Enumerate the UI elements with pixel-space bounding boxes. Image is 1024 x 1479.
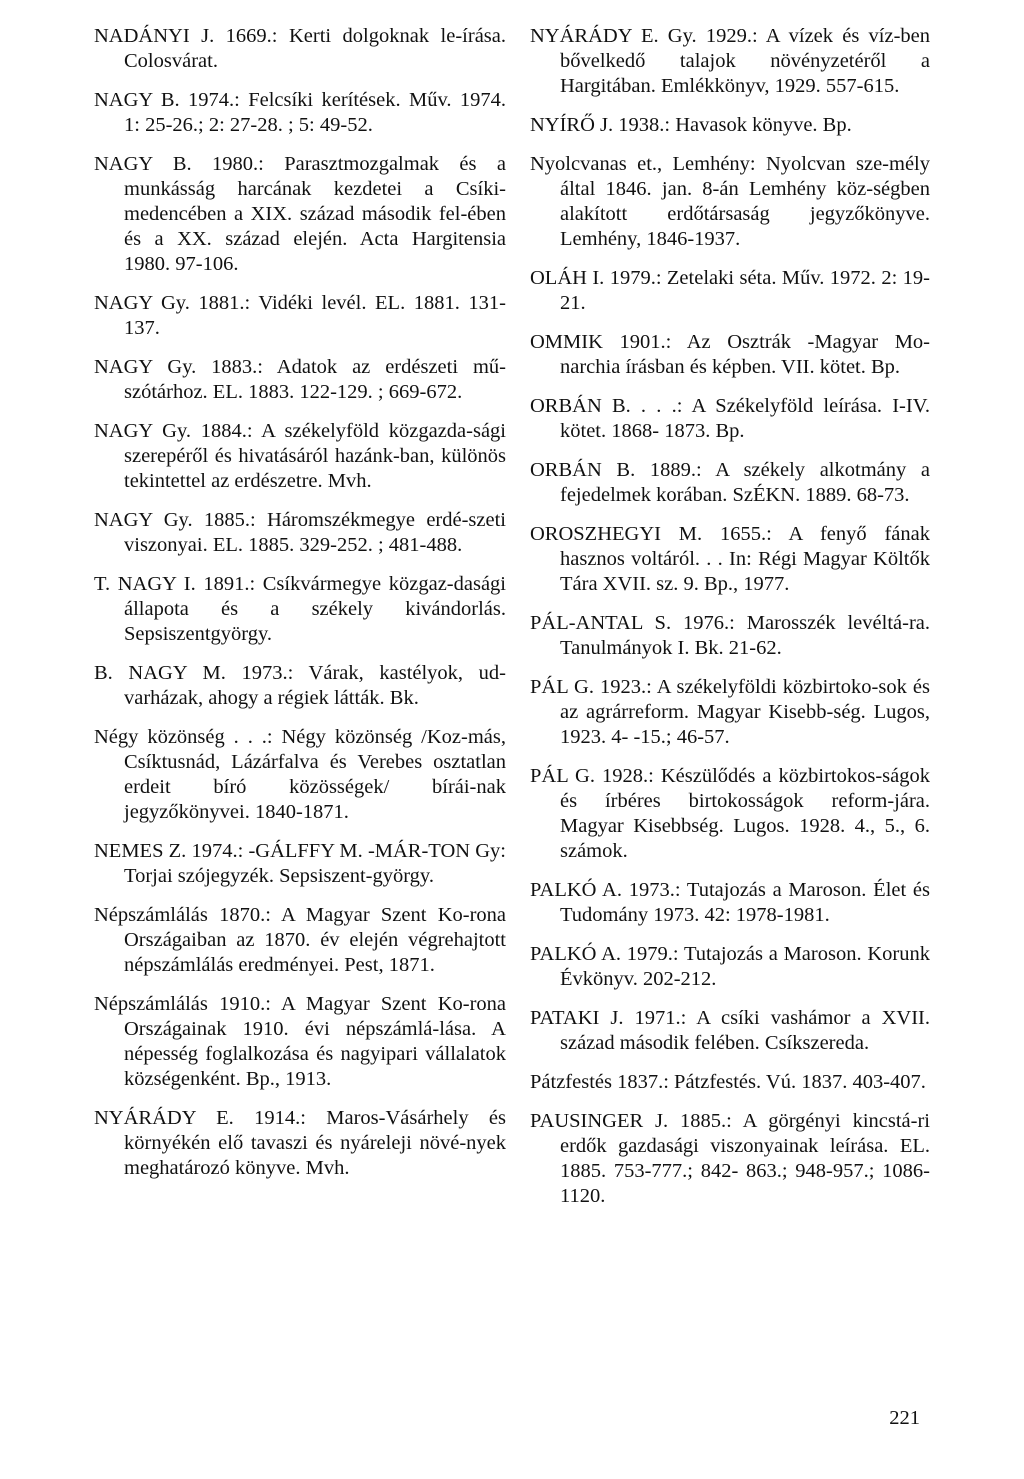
right-column xyxy=(530,24,930,1223)
bibliography-entry: NAGY B. 1980.: Parasztmozgalmak és a munkásság harcának kezdetei a Csíki-medencében a XIX. század második fel-ében és a XX. század elején. Acta Hargitensia 1980. 97-106. xyxy=(94,153,506,275)
bibliography-entry: Népszámlálás 1870.: A Magyar Szent Ko-rona Országaiban az 1870. év elején végrehajtott népszámlálás eredményei. Pest, 1871. xyxy=(94,904,506,976)
bibliography-entry: PÁL-ANTAL S. 1976.: Marosszék levéltá-ra. Tanulmányok I. Bk. 21-62. xyxy=(530,612,930,659)
bibliography-entry: PALKÓ A. 1979.: Tutajozás a Maroson. Korunk Évkönyv. 202-212. xyxy=(530,943,930,990)
bibliography-entry: PÁL G. 1928.: Készülődés a közbirtokos-ságok és írbéres birtokosságok reform-jára. Magyar Kisebbség. Lugos. 1928. 4., 5., 6. számok. xyxy=(530,765,930,862)
bibliography-entry: ORBÁN B. . . .: A Székelyföld leírása. I-IV. kötet. 1868- 1873. Bp. xyxy=(530,395,930,442)
bibliography-entry: B. NAGY M. 1973.: Várak, kastélyok, ud-varházak, ahogy a régiek látták. Bk. xyxy=(94,662,506,709)
bibliography-entry: NYÁRÁDY E. 1914.: Maros-Vásárhely és környékén elő tavaszi és nyáreleji növé-nyek meghatározó könyve. Mvh. xyxy=(94,1107,506,1179)
bibliography-entry: NYÁRÁDY E. Gy. 1929.: A vízek és víz-ben bővelkedő talajok növényzetéről a Hargitában. Emlékkönyv, 1929. 557-615. xyxy=(530,25,930,97)
left-column xyxy=(94,24,506,1195)
bibliography-entry: NAGY Gy. 1883.: Adatok az erdészeti mű-szótárhoz. EL. 1883. 122-129. ; 669-672. xyxy=(94,356,506,403)
page-number: 221 xyxy=(889,1407,920,1429)
bibliography-entry: PAUSINGER J. 1885.: A görgényi kincstá-ri erdők gazdasági viszonyainak leírása. EL. 1885. 753-777.; 842- 863.; 948-957.; 1086-1120. xyxy=(530,1110,930,1207)
bibliography-entry: ORBÁN B. 1889.: A székely alkotmány a fejedelmek korában. SzÉKN. 1889. 68-73. xyxy=(530,459,930,506)
bibliography-entry: NYÍRŐ J. 1938.: Havasok könyve. Bp. xyxy=(530,114,852,136)
bibliography-entry: PALKÓ A. 1973.: Tutajozás a Maroson. Élet és Tudomány 1973. 42: 1978-1981. xyxy=(530,879,930,926)
bibliography-entry: T. NAGY I. 1891.: Csíkvármegye közgaz-dasági állapota és a székely kivándorlás. Sepsiszentgyörgy. xyxy=(94,573,506,645)
bibliography-entry: Nyolcvanas et., Lemhény: Nyolcvan sze-mély által 1846. jan. 8-án Lemhény köz-ségben alakított erdőtársaság jegyzőkönyve. Lemhény, 1846-1937. xyxy=(530,153,930,250)
bibliography-entry: NADÁNYI J. 1669.: Kerti dolgoknak le-írása. Colosvárat. xyxy=(94,25,506,72)
bibliography-entry: OROSZHEGYI M. 1655.: A fenyő fának hasznos voltáról. . . In: Régi Magyar Költők Tára XVII. sz. 9. Bp., 1977. xyxy=(530,523,930,595)
bibliography-entry: NAGY Gy. 1881.: Vidéki levél. EL. 1881. 131-137. xyxy=(94,292,506,339)
bibliography-entry: Négy közönség . . .: Négy közönség /Koz-más, Csíktusnád, Lázárfalva és Verebes osztatlan erdeit bíró közösségek/ bírái-nak jegyzőkönyvei. 1840-1871. xyxy=(94,726,506,823)
bibliography-entry: NAGY Gy. 1884.: A székelyföld közgazda-sági szerepéről és hivatásáról hazánk-ban, különös tekintettel az erdészetre. Mvh. xyxy=(94,420,506,492)
bibliography-entry: NAGY B. 1974.: Felcsíki kerítések. Műv. 1974. 1: 25-26.; 2: 27-28. ; 5: 49-52. xyxy=(94,89,506,136)
bibliography-entry: Népszámlálás 1910.: A Magyar Szent Ko-rona Országainak 1910. évi népszámlá-lása. A népesség foglalkozása és nagyipari vállalatok községenként. Bp., 1913. xyxy=(94,993,506,1090)
bibliography-entry: OLÁH I. 1979.: Zetelaki séta. Műv. 1972. 2: 19-21. xyxy=(530,267,930,314)
bibliography-entry: NEMES Z. 1974.: -GÁLFFY M. -MÁR-TON Gy: Torjai szójegyzék. Sepsiszent-györgy. xyxy=(94,840,506,887)
bibliography-entry: NAGY Gy. 1885.: Háromszékmegye erdé-szeti viszonyai. EL. 1885. 329-252. ; 481-488. xyxy=(94,509,506,556)
bibliography-entry: OMMIK 1901.: Az Osztrák -Magyar Mo-narchia írásban és képben. VII. kötet. Bp. xyxy=(530,331,930,378)
bibliography-entry: PÁL G. 1923.: A székelyföldi közbirtoko-sok és az agrárreform. Magyar Kisebb-ség. Lugos, 1923. 4- -15.; 46-57. xyxy=(530,676,930,748)
bibliography-entry: PATAKI J. 1971.: A csíki vashámor a XVII. század második felében. Csíkszereda. xyxy=(530,1007,930,1054)
bibliography-entry: Pátzfestés 1837.: Pátzfestés. Vú. 1837. 403-407. xyxy=(530,1071,926,1093)
